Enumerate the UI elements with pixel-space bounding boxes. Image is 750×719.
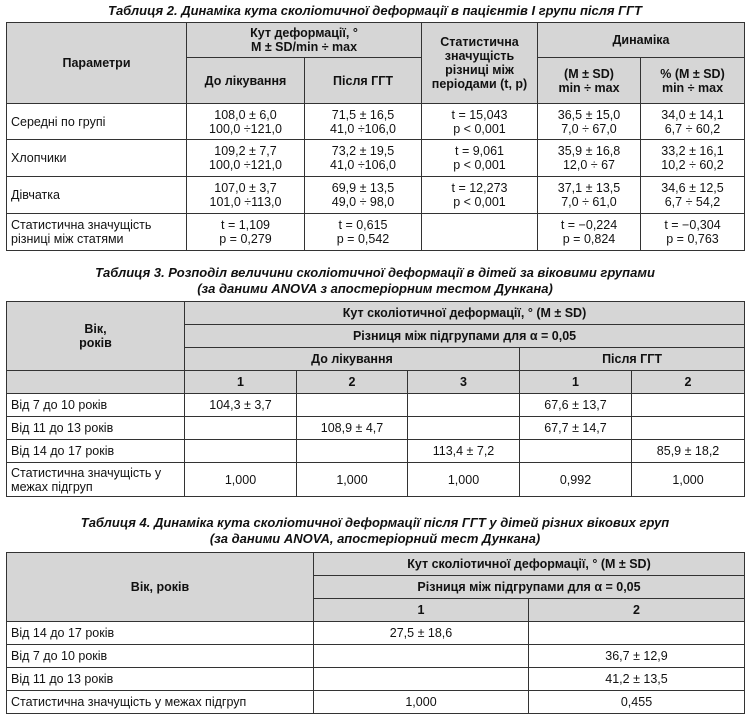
table-row — [7, 645, 745, 668]
table3-header-after: Після ГГТ — [520, 348, 745, 371]
cell-before: t = 1,109 p = 0,279 — [187, 214, 305, 251]
row-label: Від 7 до 10 років — [7, 645, 314, 668]
cell: 0,455 — [529, 691, 745, 714]
table3-header-diff: Різниця між підгрупами для α = 0,05 — [185, 325, 745, 348]
cell — [314, 668, 529, 691]
table2-header-dyn-pct: % (M ± SD) min ÷ max — [641, 58, 745, 104]
table-row — [7, 668, 745, 691]
table2-header-after: Після ГГТ — [305, 58, 422, 104]
cell: 67,7 ± 14,7 — [520, 417, 632, 440]
table4-header-diff: Різниця між підгрупами для α = 0,05 — [314, 576, 745, 599]
cell-after: t = 0,615 p = 0,542 — [305, 214, 422, 251]
row-label: Від 7 до 10 років — [7, 394, 185, 417]
table-row — [7, 691, 745, 714]
row-label: Від 11 до 13 років — [7, 668, 314, 691]
table-row — [7, 104, 745, 140]
cell-stat: t = 9,061 p < 0,001 — [422, 140, 538, 177]
table-row — [7, 463, 745, 497]
cell-after: 73,2 ± 19,5 41,0 ÷106,0 — [305, 140, 422, 177]
table-row — [7, 440, 745, 463]
cell — [520, 440, 632, 463]
table-row — [7, 417, 745, 440]
row-label: Статистична значущість у межах підгруп — [7, 463, 185, 497]
table3-header-age: Вік, років — [7, 302, 185, 371]
cell-dyn-pct: 34,0 ± 14,1 6,7 ÷ 60,2 — [641, 104, 745, 140]
table3-subgroup-1: 1 — [185, 371, 297, 394]
cell-after: 71,5 ± 16,5 41,0 ÷106,0 — [305, 104, 422, 140]
table4 — [6, 552, 745, 714]
cell-after: 69,9 ± 13,5 49,0 ÷ 98,0 — [305, 177, 422, 214]
cell: 1,000 — [314, 691, 529, 714]
cell-dyn-pct: 33,2 ± 16,1 10,2 ÷ 60,2 — [641, 140, 745, 177]
table3-subgroup-after-2: 2 — [632, 371, 745, 394]
table3-header-before: До лікування — [185, 348, 520, 371]
cell: 85,9 ± 18,2 — [632, 440, 745, 463]
table2 — [6, 22, 745, 251]
table3-header-angle: Кут сколіотичної деформації, ° (M ± SD) — [185, 302, 745, 325]
cell: 36,7 ± 12,9 — [529, 645, 745, 668]
table4-header-age: Вік, років — [7, 553, 314, 622]
cell — [529, 622, 745, 645]
cell: 104,3 ± 3,7 — [185, 394, 297, 417]
cell: 41,2 ± 13,5 — [529, 668, 745, 691]
cell: 108,9 ± 4,7 — [297, 417, 408, 440]
table-row — [7, 214, 745, 251]
row-label: Хлопчики — [7, 140, 187, 177]
cell-dyn-pct: t = −0,304 p = 0,763 — [641, 214, 745, 251]
cell-before: 108,0 ± 6,0 100,0 ÷121,0 — [187, 104, 305, 140]
cell-before: 109,2 ± 7,7 100,0 ÷121,0 — [187, 140, 305, 177]
cell — [185, 417, 297, 440]
table-row — [7, 622, 745, 645]
table4-caption: Таблиця 4. Динаміка кута сколіотичної деформації після ГГТ у дітей різних вікових груп (за даними ANOVA, апостеріорний тест Дункана) — [80, 515, 670, 546]
table3 — [6, 301, 745, 497]
cell — [297, 440, 408, 463]
cell — [408, 394, 520, 417]
cell-dyn-abs: t = −0,224 p = 0,824 — [538, 214, 641, 251]
cell: 113,4 ± 7,2 — [408, 440, 520, 463]
table4-header-angle: Кут сколіотичної деформації, ° (M ± SD) — [314, 553, 745, 576]
table2-header-before: До лікування — [187, 58, 305, 104]
cell — [632, 417, 745, 440]
cell: 67,6 ± 13,7 — [520, 394, 632, 417]
row-label: Статистична значущість різниці між статями — [7, 214, 187, 251]
table-row — [7, 394, 745, 417]
cell — [185, 440, 297, 463]
table2-header-angle: Кут деформації, ° M ± SD/min ÷ max — [187, 23, 422, 58]
cell-before: 107,0 ± 3,7 101,0 ÷113,0 — [187, 177, 305, 214]
row-label: Середні по групі — [7, 104, 187, 140]
row-label: Дівчатка — [7, 177, 187, 214]
cell-dyn-pct: 34,6 ± 12,5 6,7 ÷ 54,2 — [641, 177, 745, 214]
table4-subgroup-2: 2 — [529, 599, 745, 622]
cell: 27,5 ± 18,6 — [314, 622, 529, 645]
row-label: Статистична значущість у межах підгруп — [7, 691, 314, 714]
row-label: Від 14 до 17 років — [7, 440, 185, 463]
table-row — [7, 140, 745, 177]
cell-dyn-abs: 37,1 ± 13,5 7,0 ÷ 61,0 — [538, 177, 641, 214]
table4-subgroup-1: 1 — [314, 599, 529, 622]
table3-subgroup-3: 3 — [408, 371, 520, 394]
cell — [632, 394, 745, 417]
table-row — [7, 177, 745, 214]
table2-caption: Таблиця 2. Динаміка кута сколіотичної деформації в пацієнтів І групи після ГГТ — [108, 3, 642, 18]
table3-subgroup-after-1: 1 — [520, 371, 632, 394]
cell-dyn-abs: 36,5 ± 15,0 7,0 ÷ 67,0 — [538, 104, 641, 140]
row-label: Від 14 до 17 років — [7, 622, 314, 645]
cell — [314, 645, 529, 668]
cell: 1,000 — [632, 463, 745, 497]
cell-stat: t = 15,043 p < 0,001 — [422, 104, 538, 140]
row-label: Від 11 до 13 років — [7, 417, 185, 440]
cell-stat — [422, 214, 538, 251]
cell: 1,000 — [408, 463, 520, 497]
cell: 0,992 — [520, 463, 632, 497]
table2-header-params: Параметри — [7, 23, 187, 104]
cell: 1,000 — [185, 463, 297, 497]
cell — [408, 417, 520, 440]
cell-dyn-abs: 35,9 ± 16,8 12,0 ÷ 67 — [538, 140, 641, 177]
cell: 1,000 — [297, 463, 408, 497]
table3-caption: Таблиця 3. Розподіл величини сколіотичної деформації в дітей за віковими групами (за даними ANOVA з апостеріорним тестом Дункана) — [95, 265, 655, 296]
table3-subgroup-2: 2 — [297, 371, 408, 394]
table2-header-dynamics: Динаміка — [538, 23, 745, 58]
table2-header-dyn-abs: (M ± SD) min ÷ max — [538, 58, 641, 104]
cell-stat: t = 12,273 p < 0,001 — [422, 177, 538, 214]
table2-header-stat: Статистична значущість різниці між періодами (t, p) — [422, 23, 538, 104]
cell — [297, 394, 408, 417]
